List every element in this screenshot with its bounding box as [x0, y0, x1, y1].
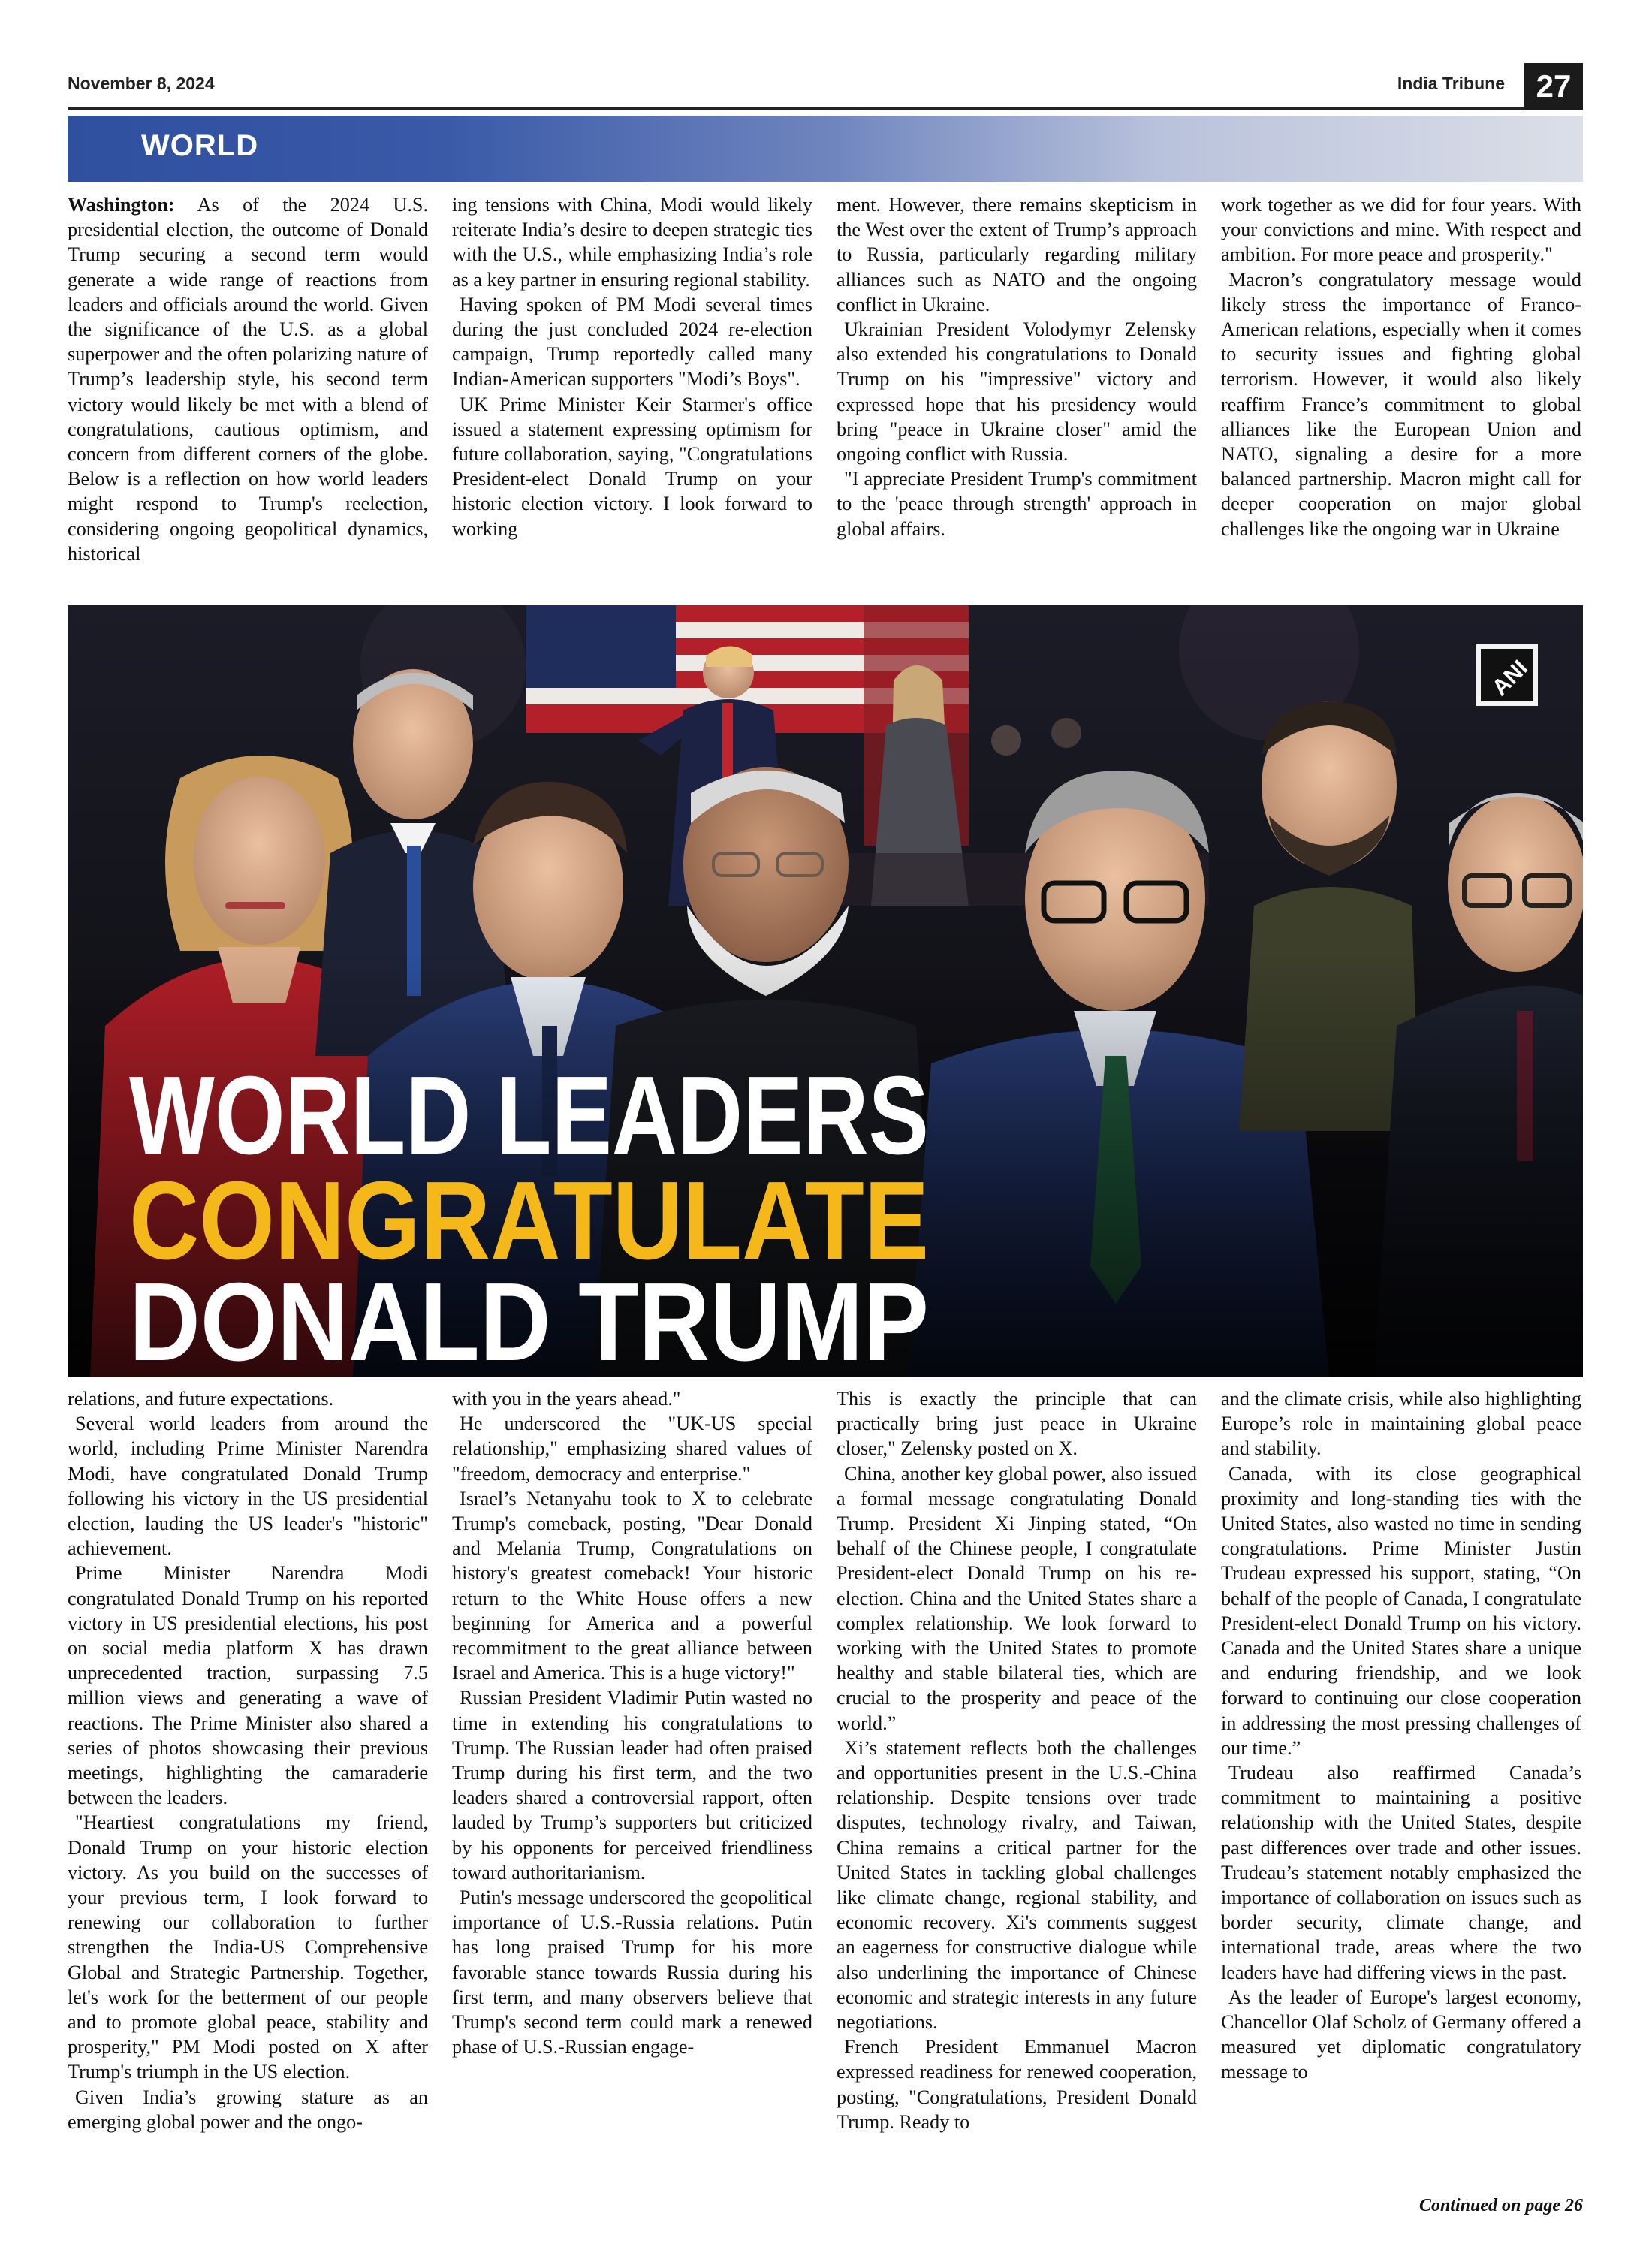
- article-bottom-column-2: [452, 1386, 812, 2197]
- paragraph: As the leader of Europe's largest economy, Chancellor Olaf Scholz of Germany offered a measured yet diplomatic congratulatory message to: [1221, 1986, 1581, 2083]
- issue-date: November 8, 2024: [68, 74, 215, 93]
- paragraph: Several world leaders from around the world, including Prime Minister Narendra Modi, have congratulated Donald Trump following his victory in the US presidential election, lauding the US leader's "historic" achievement.: [68, 1413, 428, 1560]
- lead-paragraph: [68, 192, 428, 566]
- paragraph: French President Emmanuel Macron expressed readiness for renewed cooperation, posting, "Congratulations, President Donald Trump. Ready to: [837, 2036, 1197, 2133]
- section-title: WORLD: [141, 129, 259, 162]
- paragraph: and the climate crisis, while also highlighting Europe’s role in maintaining global peace and stability.: [1221, 1388, 1581, 1460]
- lead-text: As of the 2024 U.S. presidential election, the outcome of Donald Trump securing a second term would generate a wide range of reactions from leaders and officials around the world. Given the significance of the U.S. as a global superpower and the often polarizing nature of Trump’s leadership style, his second term victory would likely be met with a blend of congratulations, cautious optimism, and concern from different corners of the globe. Below is a reflection on how world leaders might respond to Trump's reelection, considering ongoing geopolitical dynamics, historical: [68, 194, 428, 565]
- paragraph: Russian President Vladimir Putin wasted no time in extending his congratulations to Trump. The Russian leader had often praised Trump during his first term, and the two leaders shared a controversial rapport, often lauded by Trump’s supporters but criticized by his opponents for perceived friendliness toward authoritarianism.: [452, 1687, 812, 1884]
- paragraph: Xi’s statement reflects both the challenges and opportunities present in the U.S.-China relationship. Despite tensions over trade disputes, technology rivalry, and Taiwan, China remains a critical partner for the United States in tackling global challenges like climate change, regional stability, and economic recovery. Xi's comments suggest an eagerness for constructive dialogue while also underlining the importance of Chinese economic and strategic interests in any future negotiations.: [837, 1736, 1197, 2034]
- article-bottom-column-3: [837, 1386, 1197, 2197]
- paragraph: UK Prime Minister Keir Starmer's office issued a statement expressing optimism for future collaboration, saying, "Congratulations President-elect Donald Trump on your historic election victory. I look forward to working: [452, 393, 812, 540]
- paragraph: ment. However, there remains skepticism in the West over the extent of Trump’s approach to Russia, particularly regarding military alliances such as NATO and the ongoing conflict in Ukraine.: [837, 194, 1197, 315]
- section-banner: [68, 116, 1583, 182]
- paragraph: Macron’s congratulatory message would likely stress the importance of Franco-American relations, especially when it comes to security issues and fighting global terrorism. However, it would also likely reaffirm France’s commitment to global alliances like the European Union and NATO, signaling a desire for a more balanced partnership. Macron might call for deeper cooperation on major global challenges like the ongoing war in Ukraine: [1221, 268, 1581, 540]
- paragraph: Canada, with its close geographical proximity and long-standing ties with the United States, also wasted no time in sending congratulations. Prime Minister Justin Trudeau expressed his support, stating, “On behalf of the people of Canada, I congratulate President-elect Donald Trump on his victory. Canada and the United States share a unique and enduring friendship, and we look forward to continuing our close cooperation in addressing the most pressing challenges of our time.”: [1221, 1462, 1581, 1759]
- paragraph: Prime Minister Narendra Modi congratulated Donald Trump on his reported victory in US presidential elections, his post on social media platform X has drawn unprecedented traction, surpassing 7.5 million views and generating a wave of reactions. The Prime Minister also shared a series of photos showcasing their previous meetings, highlighting the camaraderie between the leaders.: [68, 1562, 428, 1809]
- paragraph: Israel’s Netanyahu took to X to celebrate Trump's comeback, posting, "Dear Donald and Melania Trump, Congratulations on history's greatest comeback! Your historic return to the White House offers a new beginning for America and a powerful recommitment to the great alliance between Israel and America. This is a huge victory!": [452, 1487, 812, 1684]
- header-rule: [68, 107, 1524, 110]
- publication-name: India Tribune: [1397, 74, 1505, 93]
- paragraph: Trudeau also reaffirmed Canada’s commitment to maintaining a positive relationship with the United States, despite past differences over trade and other issues. Trudeau’s statement notably emphasized the importance of collaboration on issues such as border security, climate change, and international trade, areas where the two leaders have had differing views in the past.: [1221, 1762, 1581, 1983]
- page-number: 27: [1524, 63, 1583, 110]
- paragraph: work together as we did for four years. With your convictions and mine. With respect and ambition. For more peace and prosperity.": [1221, 194, 1581, 266]
- paragraph: relations, and future expectations.: [68, 1388, 334, 1410]
- paragraph: "I appreciate President Trump's commitment to the 'peace through strength' approach in global affairs.: [837, 468, 1197, 540]
- paragraph: Given India’s growing stature as an emerging global power and the ongo-: [68, 2086, 428, 2133]
- article-top-column-1: [68, 192, 428, 592]
- article-top-column-3: [837, 192, 1197, 592]
- paragraph: Having spoken of PM Modi several times during the just concluded 2024 re-election campaign, Trump reportedly called many Indian-American supporters "Modi’s Boys".: [452, 293, 812, 391]
- paragraph: Putin's message underscored the geopolitical importance of U.S.-Russia relations. Putin has long praised Trump for his more favorable stance towards Russia during his first term, and many observers believe that Trump's second term could mark a renewed phase of U.S.-Russian engage-: [452, 1887, 812, 2058]
- paragraph: This is exactly the principle that can practically bring just peace in Ukraine closer," Zelensky posted on X.: [837, 1388, 1197, 1460]
- photo-headline-line3: DONALD TRUMP: [129, 1260, 929, 1377]
- ani-logo-text: ANI: [1487, 655, 1533, 701]
- dateline: Washington:: [68, 194, 175, 216]
- article-top-column-4: [1221, 192, 1581, 592]
- paragraph: "Heartiest congratulations my friend, Donald Trump on your historic election victory. As you build on the successes of your previous term, I look forward to renewing our collaboration to further strengthen the India-US Comprehensive Global and Strategic Partnership. Together, let's work for the betterment of our people and to promote global peace, stability and prosperity," PM Modi posted on X after Trump's triumph in the US election.: [68, 1811, 428, 2083]
- ani-logo: [1476, 644, 1538, 706]
- feature-photo: [68, 605, 1583, 1377]
- continued-link[interactable]: Continued on page 26: [1418, 2196, 1583, 2215]
- paragraph: He underscored the "UK-US special relationship," emphasizing shared values of "freedom, democracy and enterprise.": [452, 1413, 812, 1485]
- photo-headline-line1: WORLD LEADERS: [129, 1054, 929, 1178]
- paragraph: Ukrainian President Volodymyr Zelensky also extended his congratulations to Donald Trump on his "impressive" victory and expressed hope that his presidency would bring "peace in Ukraine closer" amid the ongoing conflict with Russia.: [837, 318, 1197, 466]
- photo-headline-line2: CONGRATULATE: [129, 1159, 929, 1283]
- article-bottom-column-1: [68, 1386, 428, 2197]
- paragraph: ing tensions with China, Modi would likely reiterate India’s desire to deepen strategic ties with the U.S., while emphasizing India’s role as a key partner in ensuring regional stability.: [452, 194, 812, 291]
- article-bottom-column-4: [1221, 1386, 1581, 2197]
- paragraph: with you in the years ahead.": [452, 1388, 681, 1410]
- article-top-column-2: [452, 192, 812, 592]
- paragraph: China, another key global power, also issued a formal message congratulating Donald Trump. President Xi Jinping stated, “On behalf of the Chinese people, I congratulate President-elect Donald Trump on his re-election. China and the United States share a complex relationship. We look forward to working with the United States to promote healthy and stable bilateral ties, which are crucial to the prosperity and peace of the world.”: [837, 1462, 1197, 1734]
